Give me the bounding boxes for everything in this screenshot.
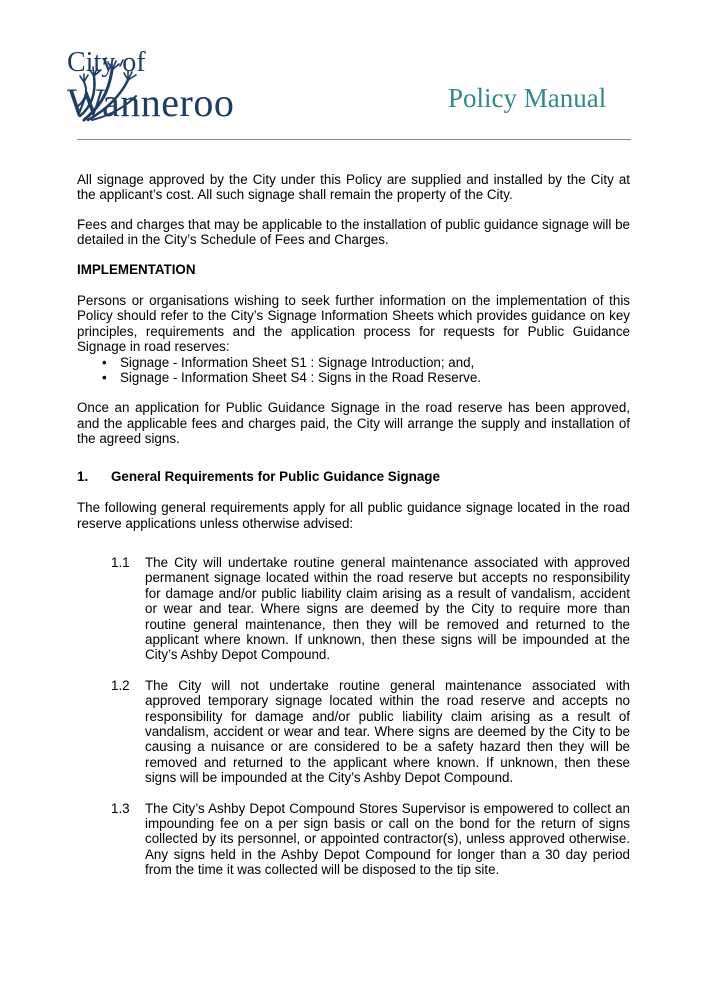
subsection-number: 1.3 (111, 800, 130, 816)
subsection-item (77, 555, 630, 663)
list-item (77, 355, 630, 370)
subsection-item (77, 678, 630, 786)
bullet-icon: • (102, 354, 107, 370)
section-title: General Requirements for Public Guidance Signage (111, 468, 440, 484)
page-header (0, 0, 706, 142)
subsection-number: 1.1 (111, 554, 130, 570)
logo-text-wanneroo: Wanneroo (67, 80, 235, 125)
subsection-text: The City will not undertake routine general maintenance associated with approved temporary signage located within the road reserve and accepts no responsibility for damage and/or public liability claim arising as a result of vandalism, accident or wear and tear. Where signs are deemed by the City to be causing a nuisance or are considered to be a safety hazard then they will be removed and returned to the applicant where known. If unknown, then these signs will be impounded at the City’s Ashby Depot Compound. (145, 677, 630, 786)
subsection-number: 1.2 (111, 677, 130, 693)
paragraph-fees: Fees and charges that may be applicable to the installation of public guidance signage will be detailed in the City’s Schedule of Fees and Charges. (77, 216, 630, 248)
paragraph-signage-supply: All signage approved by the City under this Policy are supplied and installed by the City at the applicant’s cost. All such signage shall remain the property of the City. (77, 172, 630, 203)
bullet-icon: • (102, 370, 107, 386)
heading-implementation: IMPLEMENTATION (77, 261, 196, 277)
subsection-item (77, 801, 630, 878)
list-item (77, 370, 630, 385)
subsection-text: The City will undertake routine general maintenance associated with approved permanent signage located within the road reserve but accepts no responsibility for damage and/or public liability claim arising as a result of vandalism, accident or wear and tear. Where signs are deemed by the City to require more than routine general maintenance, then they will be removed and returned to the applicant where known. If unknown, then these signs will be impounded at the City’s Ashby Depot Compound. (145, 554, 630, 663)
subsection-text: The City’s Ashby Depot Compound Stores Supervisor is empowered to collect an impounding fee on a per sign basis or call on the bond for the return of signs collected by its personnel, or appointed contractor(s), unless approved otherwise. Any signs held in the Ashby Depot Compound for longer than a 30 day period from the time it was collected will be disposed to the tip site. (145, 800, 630, 878)
paragraph-information: Persons or organisations wishing to seek further information on the implementation of this Policy should refer to the City’s Signage Information Sheets which provides guidance on key principles, requirements and the application process for requests for Public Guidance Signage in road reserves: (77, 293, 630, 355)
logo-text-city-of: City of (67, 47, 146, 78)
bullet-list (77, 355, 630, 386)
list-item-text: Signage - Information Sheet S4 : Signs in the Road Reserve. (120, 370, 482, 386)
section-intro: The following general requirements apply for all public guidance signage located in the road reserve applications unless otherwise advised: (77, 500, 630, 531)
section-heading (77, 469, 630, 484)
list-item-text: Signage - Information Sheet S1 : Signage Introduction; and, (120, 354, 475, 370)
header-title: Policy Manual (448, 83, 607, 113)
section-number: 1. (77, 468, 89, 484)
document-body (77, 172, 630, 893)
header-divider (77, 139, 631, 140)
paragraph-application-approved: Once an application for Public Guidance Signage in the road reserve has been approved, and the applicable fees and charges paid, the City will arrange the supply and installation of the agreed signs. (77, 400, 630, 447)
